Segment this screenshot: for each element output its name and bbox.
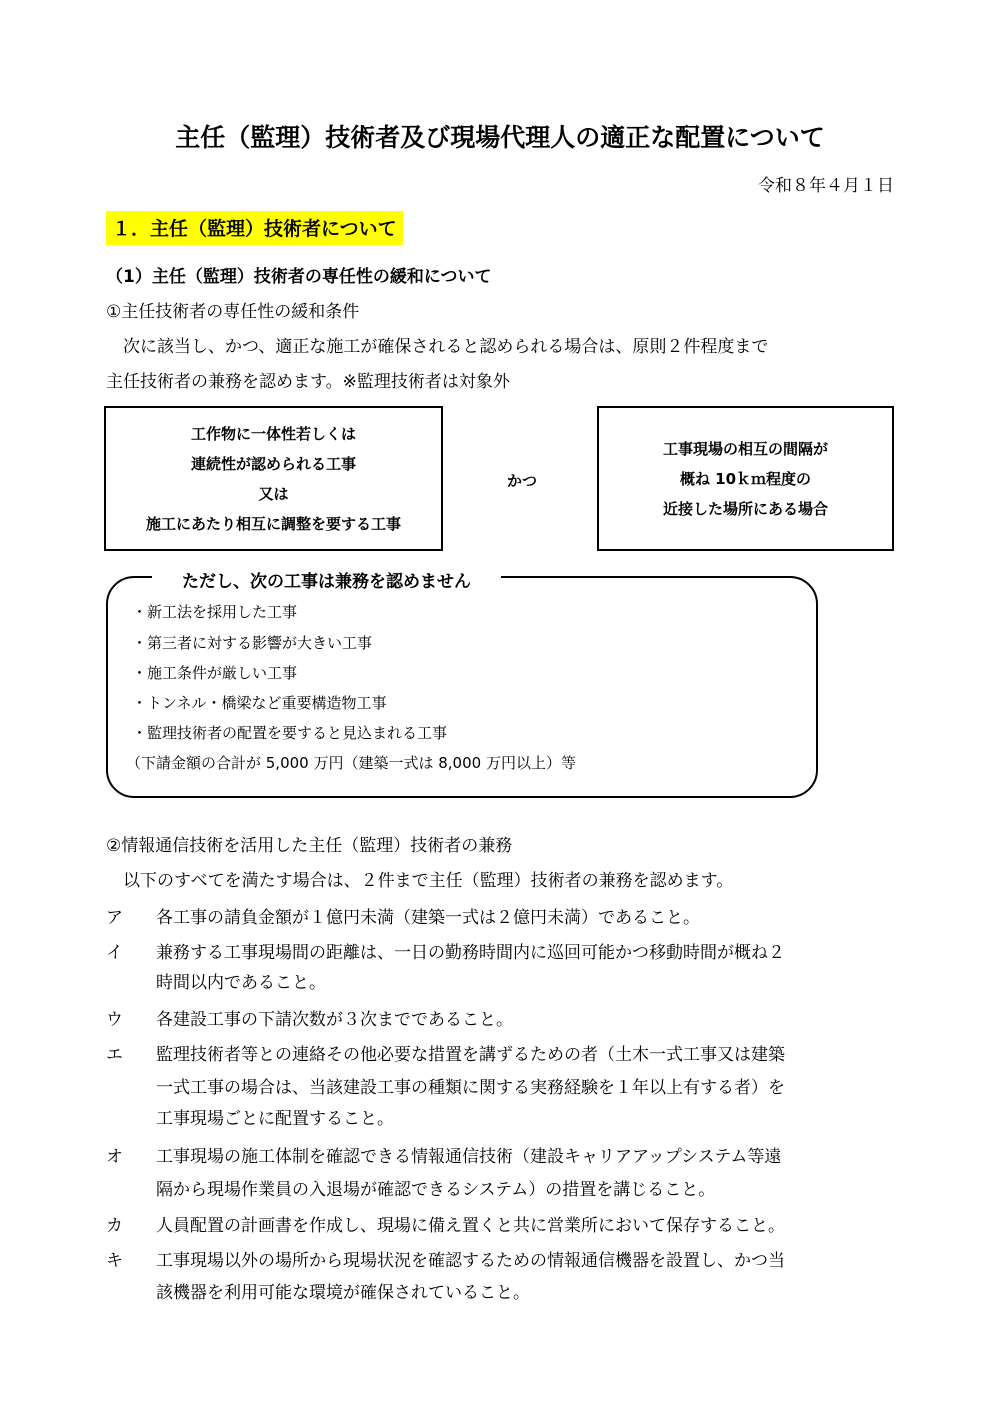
condition-label: ア <box>106 908 123 928</box>
left-box-line: 連続性が認められる工事 <box>190 454 356 473</box>
condition-text: 監理技術者等との連絡その他必要な措置を講ずるための者（土木一式工事又は建築 <box>156 1045 785 1065</box>
condition-label: カ <box>106 1216 123 1236</box>
condition-label: イ <box>106 943 123 963</box>
right-box-line: 近接した場所にある場合 <box>662 499 828 518</box>
condition-text: 隔から現場作業員の入退場が確認できるシステム）の措置を講じること。 <box>156 1180 716 1200</box>
exception-item-note: （下請金額の合計が 5,000 万円（建築一式は 8,000 万円以上）等 <box>126 754 576 772</box>
document-date: 令和８年４月１日 <box>758 176 894 196</box>
right-box-line: 概ね 10ｋｍ程度の <box>679 469 812 488</box>
subsection-1-heading: （1）主任（監理）技術者の専任性の緩和について <box>106 267 492 287</box>
condition-text: 一式工事の場合は、当該建設工事の種類に関する実務経験を１年以上有する者）を <box>156 1078 785 1098</box>
exception-item: ・トンネル・橋梁など重要構造物工事 <box>132 694 387 712</box>
item-2-intro: 以下のすべてを満たす場合は、２件まで主任（監理）技術者の兼務を認めます。 <box>106 871 734 891</box>
exception-item: ・新工法を採用した工事 <box>132 603 298 621</box>
connector-text: かつ <box>506 472 537 490</box>
item-1-paragraph-line-1: 次に該当し、かつ、適正な施工が確保されると認められる場合は、原則２件程度まで <box>106 337 769 357</box>
page-title: 主任（監理）技術者及び現場代理人の適正な配置について <box>175 123 825 152</box>
condition-text: 該機器を利用可能な環境が確保されていること。 <box>156 1283 530 1303</box>
section-1-heading: １．主任（監理）技術者について <box>106 211 403 245</box>
condition-text: 兼務する工事現場間の距離は、一日の勤務時間内に巡回可能かつ移動時間が概ね２ <box>156 943 785 963</box>
exception-item: ・監理技術者の配置を要すると見込まれる工事 <box>132 724 448 742</box>
item-1-heading: ①主任技術者の専任性の緩和条件 <box>106 302 360 322</box>
condition-label: キ <box>106 1251 123 1271</box>
item-2-heading: ②情報通信技術を活用した主任（監理）技術者の兼務 <box>106 836 513 856</box>
condition-text: 各建設工事の下請次数が３次までであること。 <box>156 1010 513 1030</box>
condition-right-box <box>597 406 894 551</box>
left-box-line: 又は <box>258 484 289 503</box>
exception-item: ・施工条件が厳しい工事 <box>132 664 298 682</box>
condition-text: 工事現場の施工体制を確認できる情報通信技術（建設キャリアアップシステム等遠 <box>156 1147 782 1167</box>
condition-label: ウ <box>106 1010 123 1030</box>
condition-left-box <box>104 406 443 551</box>
condition-label: オ <box>106 1147 123 1167</box>
condition-text: 工事現場ごとに配置すること。 <box>156 1109 394 1129</box>
condition-text: 各工事の請負金額が１億円未満（建築一式は２億円未満）であること。 <box>156 908 700 928</box>
left-box-line: 工作物に一体性若しくは <box>190 424 356 443</box>
condition-label: エ <box>106 1045 123 1065</box>
condition-text: 時間以内であること。 <box>156 973 326 993</box>
right-box-line: 工事現場の相互の間隔が <box>662 439 828 458</box>
condition-text: 人員配置の計画書を作成し、現場に備え置くと共に営業所において保存すること。 <box>156 1216 785 1236</box>
item-1-paragraph-line-2: 主任技術者の兼務を認めます。※監理技術者は対象外 <box>106 372 510 392</box>
exceptions-title: ただし、次の工事は兼務を認めません <box>152 567 501 592</box>
left-box-line: 施工にあたり相互に調整を要する工事 <box>145 514 401 533</box>
condition-text: 工事現場以外の場所から現場状況を確認するための情報通信機器を設置し、かつ当 <box>156 1251 785 1271</box>
exception-item: ・第三者に対する影響が大きい工事 <box>132 634 373 652</box>
